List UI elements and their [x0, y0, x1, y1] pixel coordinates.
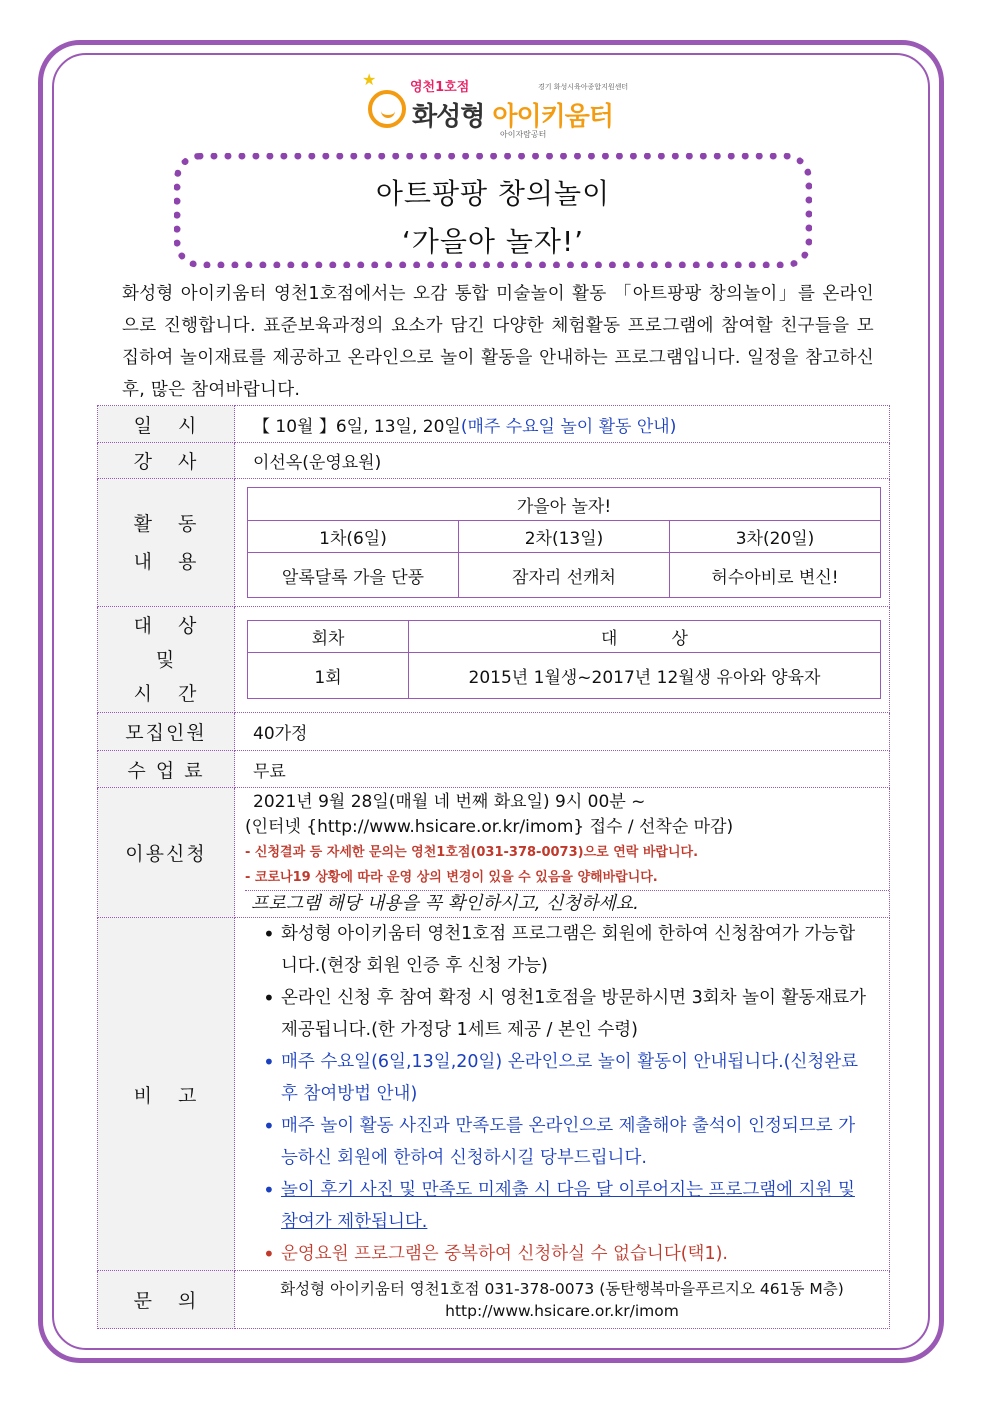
value-instructor: 이선옥(운영요원) — [235, 443, 890, 479]
remark-item-1: • 화성형 아이키움터 영천1호점 프로그램은 회원에 한하여 신청참여가 가능합니다.(현장 회원 인증 후 신청 가능) — [259, 918, 871, 982]
smile-face-icon — [368, 90, 406, 128]
value-date — [235, 406, 890, 443]
logo — [362, 72, 632, 140]
date-main: 【 10월 】6일, 13일, 20일 — [253, 416, 461, 437]
apply-line1: 2021년 9월 28일(매월 네 번째 화요일) 9시 00분 ~ — [253, 791, 646, 812]
activity-header: 가을아 놀자! — [248, 488, 881, 521]
logo-partner: 경기 화성시육아종합지원센터 — [538, 83, 629, 91]
label-apply: 이용신청 — [98, 788, 235, 918]
title-box — [174, 153, 812, 268]
intro-paragraph: 화성형 아이키움터 영천1호점에서는 오감 통합 미술놀이 활동 「아트팡팡 창의놀이」를 온라인으로 진행합니다. 표준보육과정의 요소가 담긴 다양한 체험활동 프로그램에 참여할 친구들을 모집하여 놀이재료를 제공하고 온라인으로 놀이 활동을 안내하는 프로그램입니다. 일정을 참고하신 후, 많은 참여바랍니다. — [122, 284, 874, 400]
activity-round-1: 1차(6일) — [248, 521, 459, 553]
remark-item-4: • 매주 놀이 활동 사진과 만족도를 온라인으로 제출해야 출석이 인정되므로 가능하신 회원에 한하여 신청하시길 당부드립니다. — [259, 1110, 871, 1174]
date-note: (매주 수요일 놀이 활동 안내) — [460, 416, 677, 437]
row-remarks — [98, 918, 890, 1271]
value-target — [235, 607, 890, 713]
row-date — [98, 406, 890, 443]
info-table — [97, 405, 890, 1329]
label-target-line2: 및 — [155, 648, 177, 671]
label-remarks: 비 고 — [98, 918, 235, 1271]
remarks-list — [259, 918, 871, 1270]
row-recruit — [98, 713, 890, 751]
value-fee: 무료 — [235, 751, 890, 788]
label-target-line1: 대 상 — [133, 614, 199, 637]
apply-note3: 프로그램 해당 내용을 꼭 확인하시고, 신청하세요. — [245, 890, 889, 916]
label-target — [98, 607, 235, 713]
remark-item-3: • 매주 수요일(6일,13일,20일) 온라인으로 놀이 활동이 안내됩니다.(신청완료 후 참여방법 안내) — [259, 1046, 871, 1110]
row-fee — [98, 751, 890, 788]
star-icon: ★ — [362, 70, 377, 89]
target-round: 1회 — [248, 653, 409, 699]
activity-title-3: 허수아비로 변신! — [670, 553, 881, 598]
apply-note2: - 코로나19 상황에 따라 운영 상의 변경이 있을 수 있음을 양해바랍니다. — [245, 869, 658, 885]
activity-table — [247, 487, 881, 598]
title-line1: 아트팡팡 창의놀이 — [375, 177, 611, 210]
label-fee: 수 업 료 — [98, 751, 235, 788]
contact-url[interactable]: http://www.hsicare.or.kr/imom — [445, 1301, 679, 1320]
row-instructor — [98, 443, 890, 479]
label-date: 일 시 — [98, 406, 235, 443]
remark-item-2: • 온라인 신청 후 참여 확정 시 영천1호점을 방문하시면 3회차 놀이 활동재료가 제공됩니다.(한 가정당 1세트 제공 / 본인 수령) — [259, 982, 871, 1046]
value-contact — [235, 1271, 890, 1329]
activity-title-1: 알록달록 가을 단풍 — [248, 553, 459, 598]
remark-item-6: • 운영요원 프로그램은 중복하여 신청하실 수 없습니다(택1). — [259, 1238, 871, 1270]
logo-tagline: 아이자람공터 — [500, 130, 547, 139]
target-col-audience: 대 상 — [409, 621, 881, 653]
target-table — [247, 620, 881, 699]
apply-note1: - 신청결과 등 자세한 문의는 영천1호점(031-378-0073)으로 연락 바랍니다. — [245, 844, 699, 860]
label-activity-line1: 활 동 — [133, 512, 199, 535]
row-activity — [98, 479, 890, 607]
logo-brand-part2: 아이키움터 — [492, 102, 614, 132]
logo-brand — [412, 96, 613, 133]
value-remarks — [235, 918, 890, 1271]
row-contact — [98, 1271, 890, 1329]
contact-line1: 화성형 아이키움터 영천1호점 031-378-0073 (동탄행복마을푸르지오 461동 M층) — [280, 1279, 844, 1298]
label-activity-line2: 내 용 — [133, 550, 199, 573]
logo-brand-part1: 화성형 — [412, 102, 485, 132]
row-apply — [98, 788, 890, 918]
value-activity — [235, 479, 890, 607]
label-instructor: 강 사 — [98, 443, 235, 479]
logo-branch: 영천1호점 — [410, 80, 470, 95]
title-line2: ‘가을아 놀자!’ — [401, 225, 585, 258]
label-target-line3: 시 간 — [133, 682, 199, 705]
activity-title-2: 잠자리 선캐처 — [459, 553, 670, 598]
label-activity — [98, 479, 235, 607]
apply-line2: (인터넷 {http://www.hsicare.or.kr/imom} 접수 / 선착순 마감) — [245, 816, 734, 837]
target-col-round: 회차 — [248, 621, 409, 653]
activity-round-3: 3차(20일) — [670, 521, 881, 553]
target-audience: 2015년 1월생~2017년 12월생 유아와 양육자 — [409, 653, 881, 699]
value-apply — [235, 788, 890, 918]
row-target — [98, 607, 890, 713]
label-recruit: 모집인원 — [98, 713, 235, 751]
activity-round-2: 2차(13일) — [459, 521, 670, 553]
label-contact: 문 의 — [98, 1271, 235, 1329]
value-recruit: 40가정 — [235, 713, 890, 751]
remark-item-5: • 놀이 후기 사진 및 만족도 미제출 시 다음 달 이루어지는 프로그램에 지원 및 참여가 제한됩니다. — [259, 1174, 871, 1238]
